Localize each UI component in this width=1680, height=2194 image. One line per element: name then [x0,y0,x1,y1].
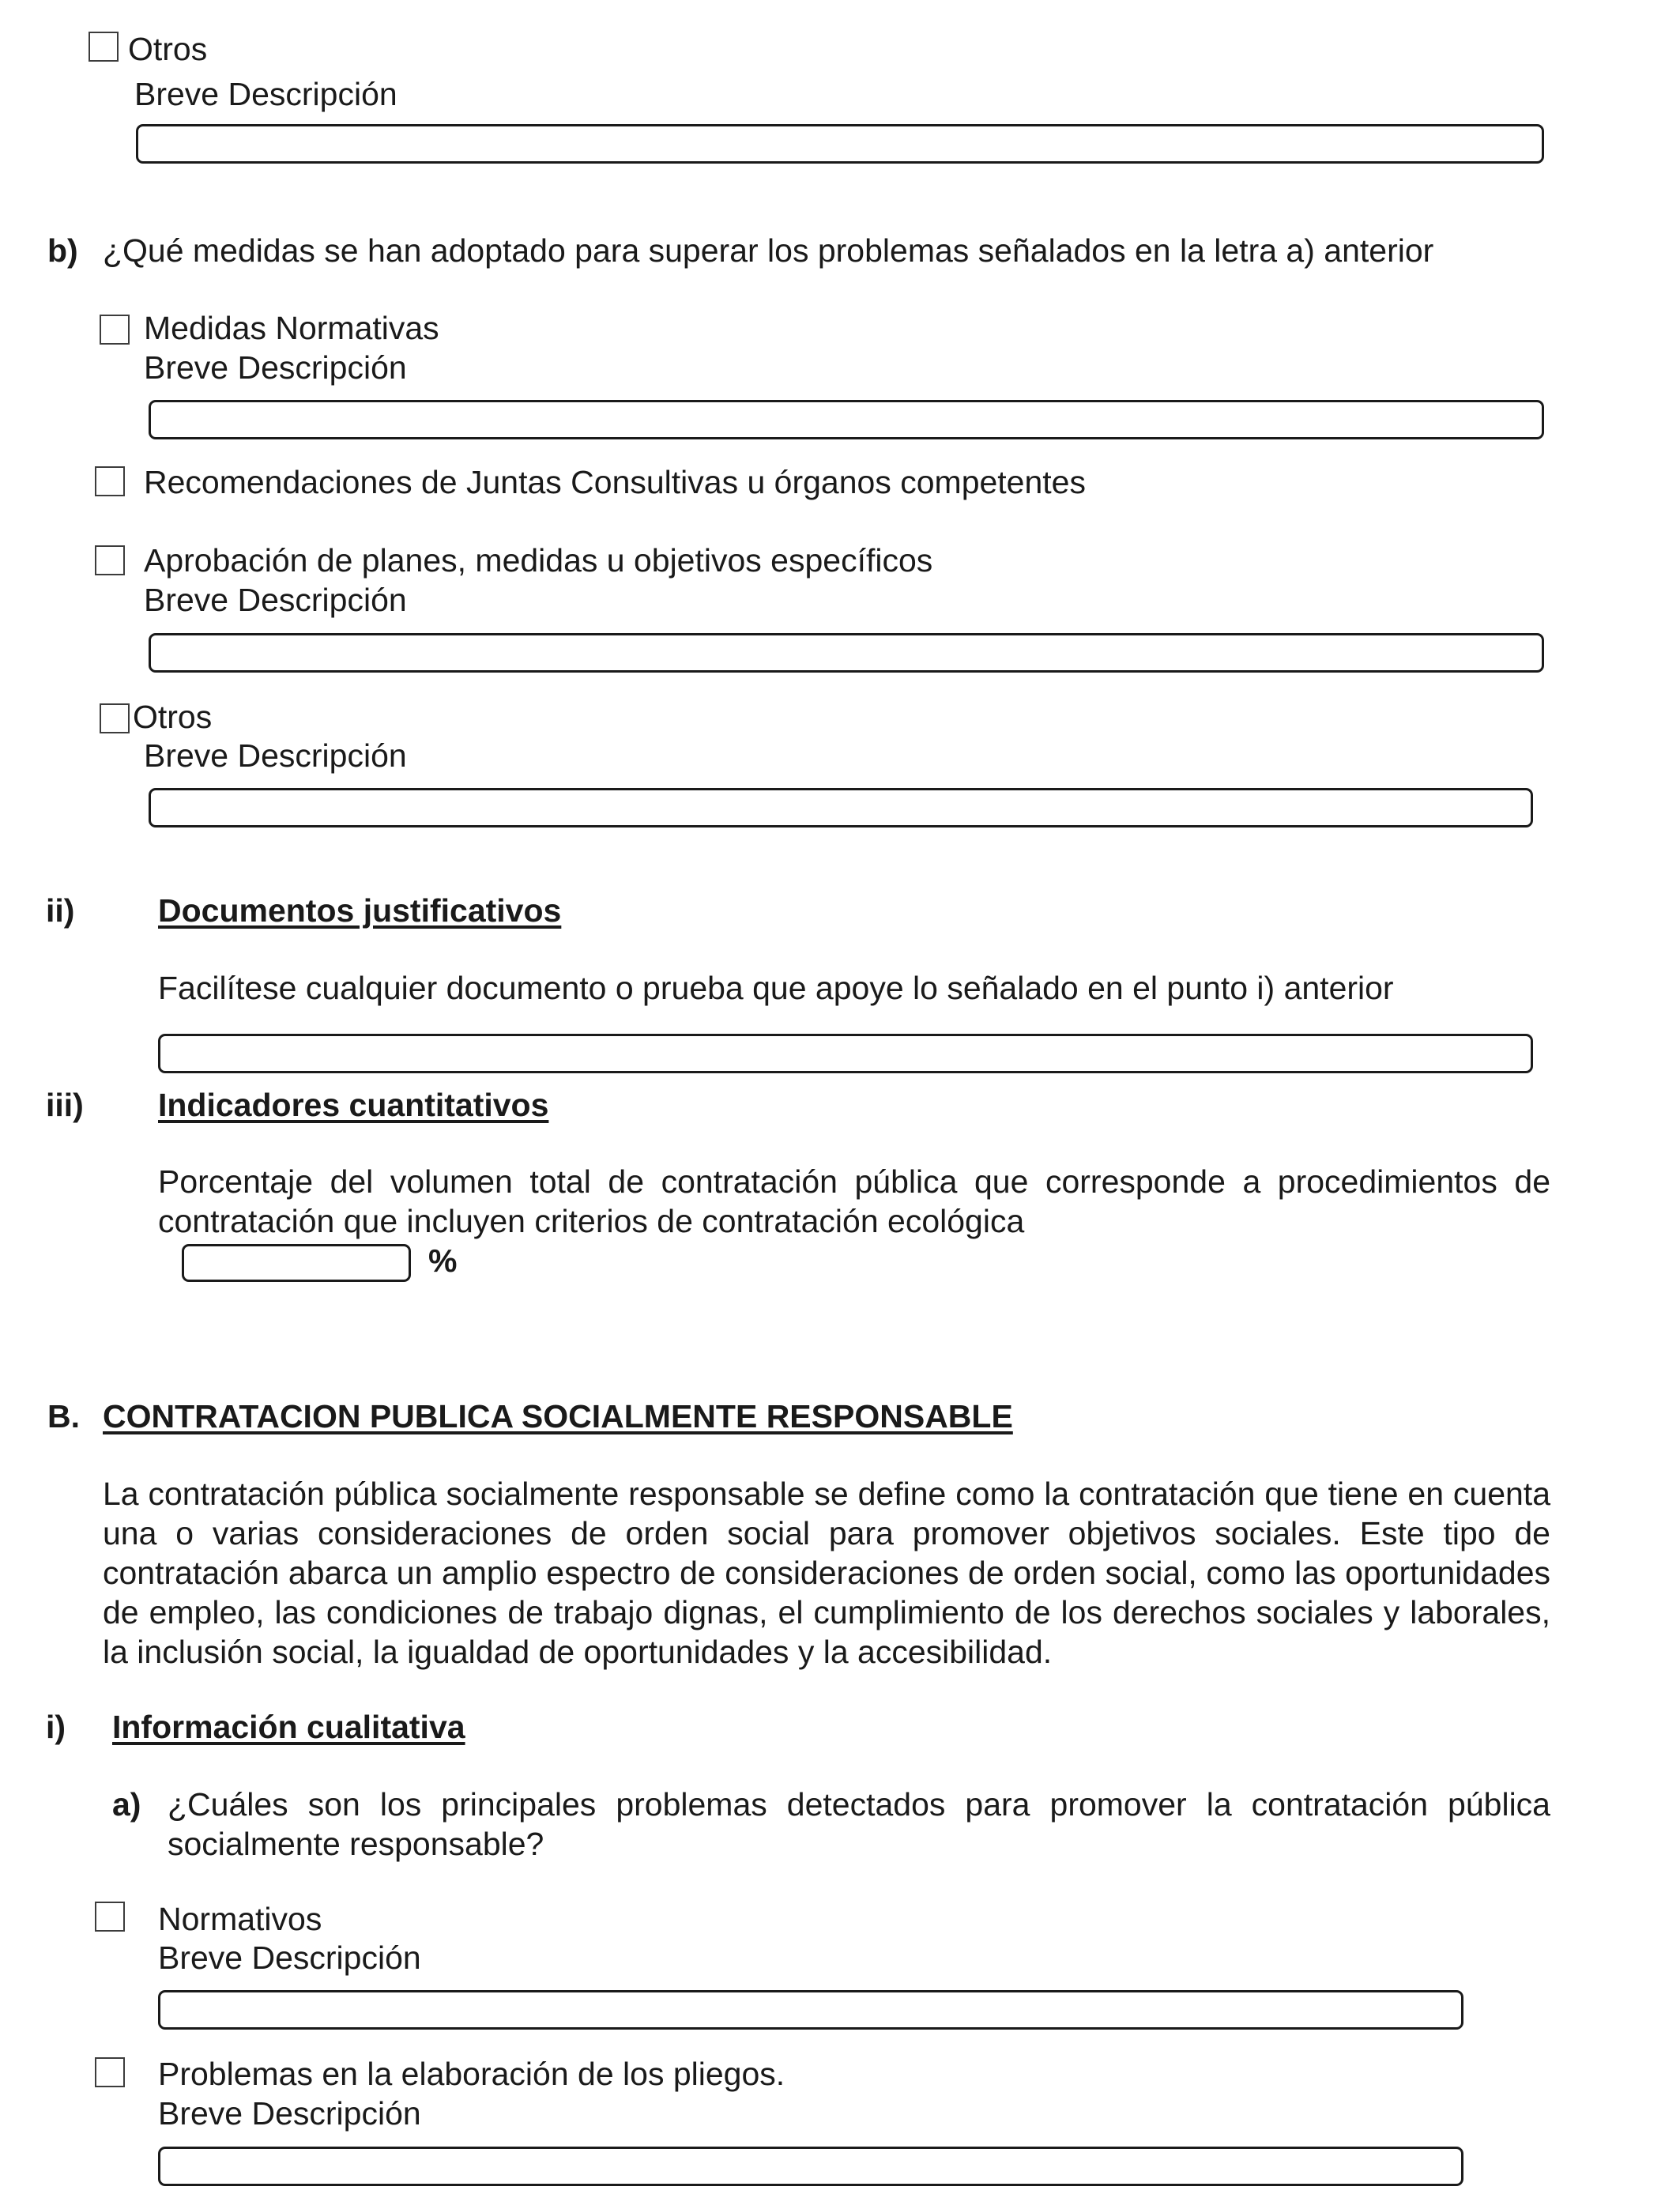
aprobacion-planes-label: Aprobación de planes, medidas u objetivos específicos [144,542,933,579]
normativos-desc-label: Breve Descripción [158,1940,421,1976]
section-b-marker: B. [47,1398,80,1434]
normativos-checkbox[interactable] [95,1902,125,1932]
section-b-intro: La contratación pública socialmente responsable se define como la contratación que tiene en cuenta una o varias consideraciones de orden social para promover objetivos sociales. Este tipo de contratación abarca un amplio espectro de consideraciones de orden social, como las oportunidades de empleo, las condiciones de trabajo dignas, el cumplimiento de los derechos sociales y laborales, la inclusión social, la igualdad de oportunidades y la accesibilidad. [103,1476,1550,1670]
otros-b-checkbox[interactable] [100,703,130,733]
question-b-text: ¿Qué medidas se han adoptado para superar los problemas señalados en la letra a) anterior [103,232,1434,269]
otros-label: Otros [128,31,208,67]
medidas-normativas-label: Medidas Normativas [144,310,439,346]
otros-description-field[interactable] [136,124,1544,164]
docs-field[interactable] [158,1034,1533,1073]
docs-marker: ii) [46,892,75,929]
aprobacion-planes-description-field[interactable] [149,633,1544,673]
docs-heading: Documentos justificativos [158,892,562,929]
otros-b-desc-label: Breve Descripción [144,737,407,774]
indicators-heading: Indicadores cuantitativos [158,1087,549,1123]
recomendaciones-checkbox[interactable] [95,466,125,496]
otros-b-label: Otros [133,699,213,735]
percent-unit: % [428,1242,458,1279]
section-b-title: CONTRATACION PUBLICA SOCIALMENTE RESPONSABLE [103,1398,1013,1434]
pliegos-checkbox[interactable] [95,2057,125,2087]
percentage-input[interactable] [182,1244,411,1282]
question-a-marker: a) [112,1786,141,1823]
aprobacion-planes-desc-label: Breve Descripción [144,582,407,618]
otros-desc-label: Breve Descripción [134,76,397,112]
indicators-marker: iii) [46,1087,84,1123]
medidas-normativas-desc-label: Breve Descripción [144,349,407,386]
medidas-normativas-description-field[interactable] [149,400,1544,439]
otros-checkbox[interactable] [89,32,119,62]
docs-text: Facilítese cualquier documento o prueba que apoye lo señalado en el punto i) anterior [158,970,1394,1006]
question-a-text: ¿Cuáles son los principales problemas detectados para promover la contratación pública socialmente responsable? [168,1786,1550,1862]
recomendaciones-label: Recomendaciones de Juntas Consultivas u órganos competentes [144,464,1086,500]
qualitative-heading: Información cualitativa [112,1709,465,1745]
question-b-marker: b) [47,232,78,269]
indicators-text: Porcentaje del volumen total de contratación pública que corresponde a procedimientos de contratación que incluyen criterios de contratación ecológica [158,1163,1550,1239]
medidas-normativas-checkbox[interactable] [100,315,130,345]
pliegos-desc-label: Breve Descripción [158,2095,421,2132]
pliegos-label: Problemas en la elaboración de los pliegos. [158,2056,785,2092]
normativos-label: Normativos [158,1901,322,1937]
otros-b-description-field[interactable] [149,788,1533,827]
normativos-description-field[interactable] [158,1990,1463,2030]
pliegos-description-field[interactable] [158,2147,1463,2186]
aprobacion-planes-checkbox[interactable] [95,545,125,575]
qualitative-marker: i) [46,1709,66,1745]
